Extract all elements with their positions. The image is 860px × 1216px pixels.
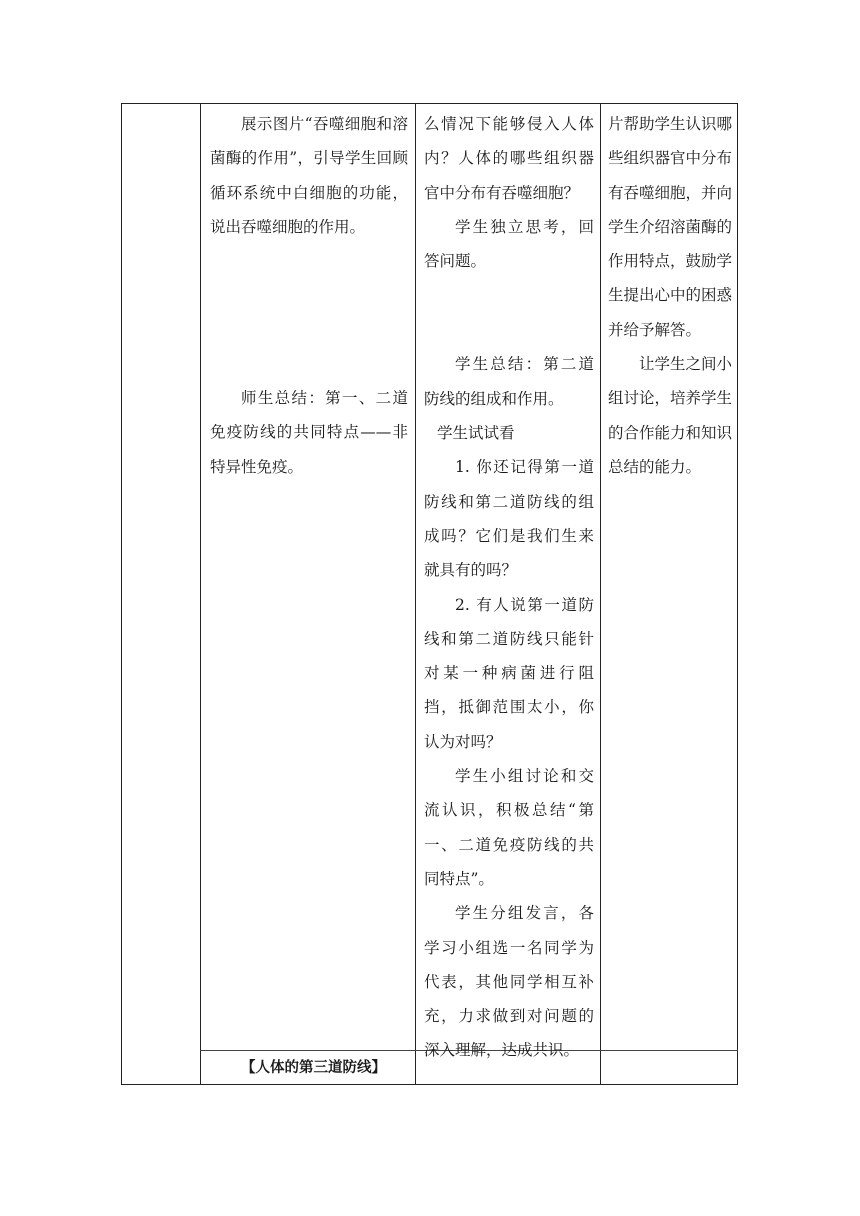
teacher-activity-cell [210,107,408,484]
student-paragraph-4: 学生试试看 [437,424,515,443]
student-paragraph-5: 1. 你还记得第一道防线和第二道防线的组成吗？它们是我们生来就具有的吗？ [424,458,594,580]
student-activity-cell [424,107,594,1068]
table-left-border [121,103,122,1085]
column-divider-2 [415,103,416,1085]
column-divider-3 [600,103,601,1085]
lesson-plan-table [121,103,738,1085]
table-right-border [737,103,738,1085]
teacher-paragraph-2: 师生总结：第一、二道免疫防线的共同特点——非特异性免疫。 [210,389,408,476]
section-heading-third-defense: 【人体的第三道防线】 [241,1060,386,1076]
table-bottom-border [121,1084,738,1085]
table-top-border [121,103,738,104]
intent-paragraph-2: 让学生之间小组讨论，培养学生的合作能力和知识总结的能力。 [608,355,733,476]
student-paragraph-7: 学生小组讨论和交流认识，积极总结“第一、二道免疫防线的共同特点”。 [424,767,594,888]
student-paragraph-8: 学生分组发言，各学习小组选一名同学为代表，其他同学相互补充，力求做到对问题的深入理解，达成共识。 [424,904,594,1060]
student-paragraph-2: 学生独立思考，回答问题。 [424,217,594,271]
design-intent-cell [608,107,732,484]
teacher-paragraph-1: 展示图片“吞噬细胞和溶菌酶的作用”，引导学生回顾循环系统中白细胞的功能，说出吞噬细胞的作用。 [210,115,408,236]
column-divider-1 [200,103,201,1085]
student-paragraph-6: 2. 有人说第一道防线和第二道防线只能针对某一种病菌进行阻挡，抵御范围太小，你认为对吗？ [424,595,594,751]
student-paragraph-3: 学生总结：第二道防线的组成和作用。 [424,355,594,408]
intent-paragraph-1: 片帮助学生认识哪些组织器官中分布有吞噬细胞，并向学生介绍溶菌酶的作用特点，鼓励学生提出心中的困惑并给予解答。 [608,115,733,339]
student-paragraph-1: 么情况下能够侵入人体内？人体的哪些组织器官中分布有吞噬细胞？ [424,115,594,202]
